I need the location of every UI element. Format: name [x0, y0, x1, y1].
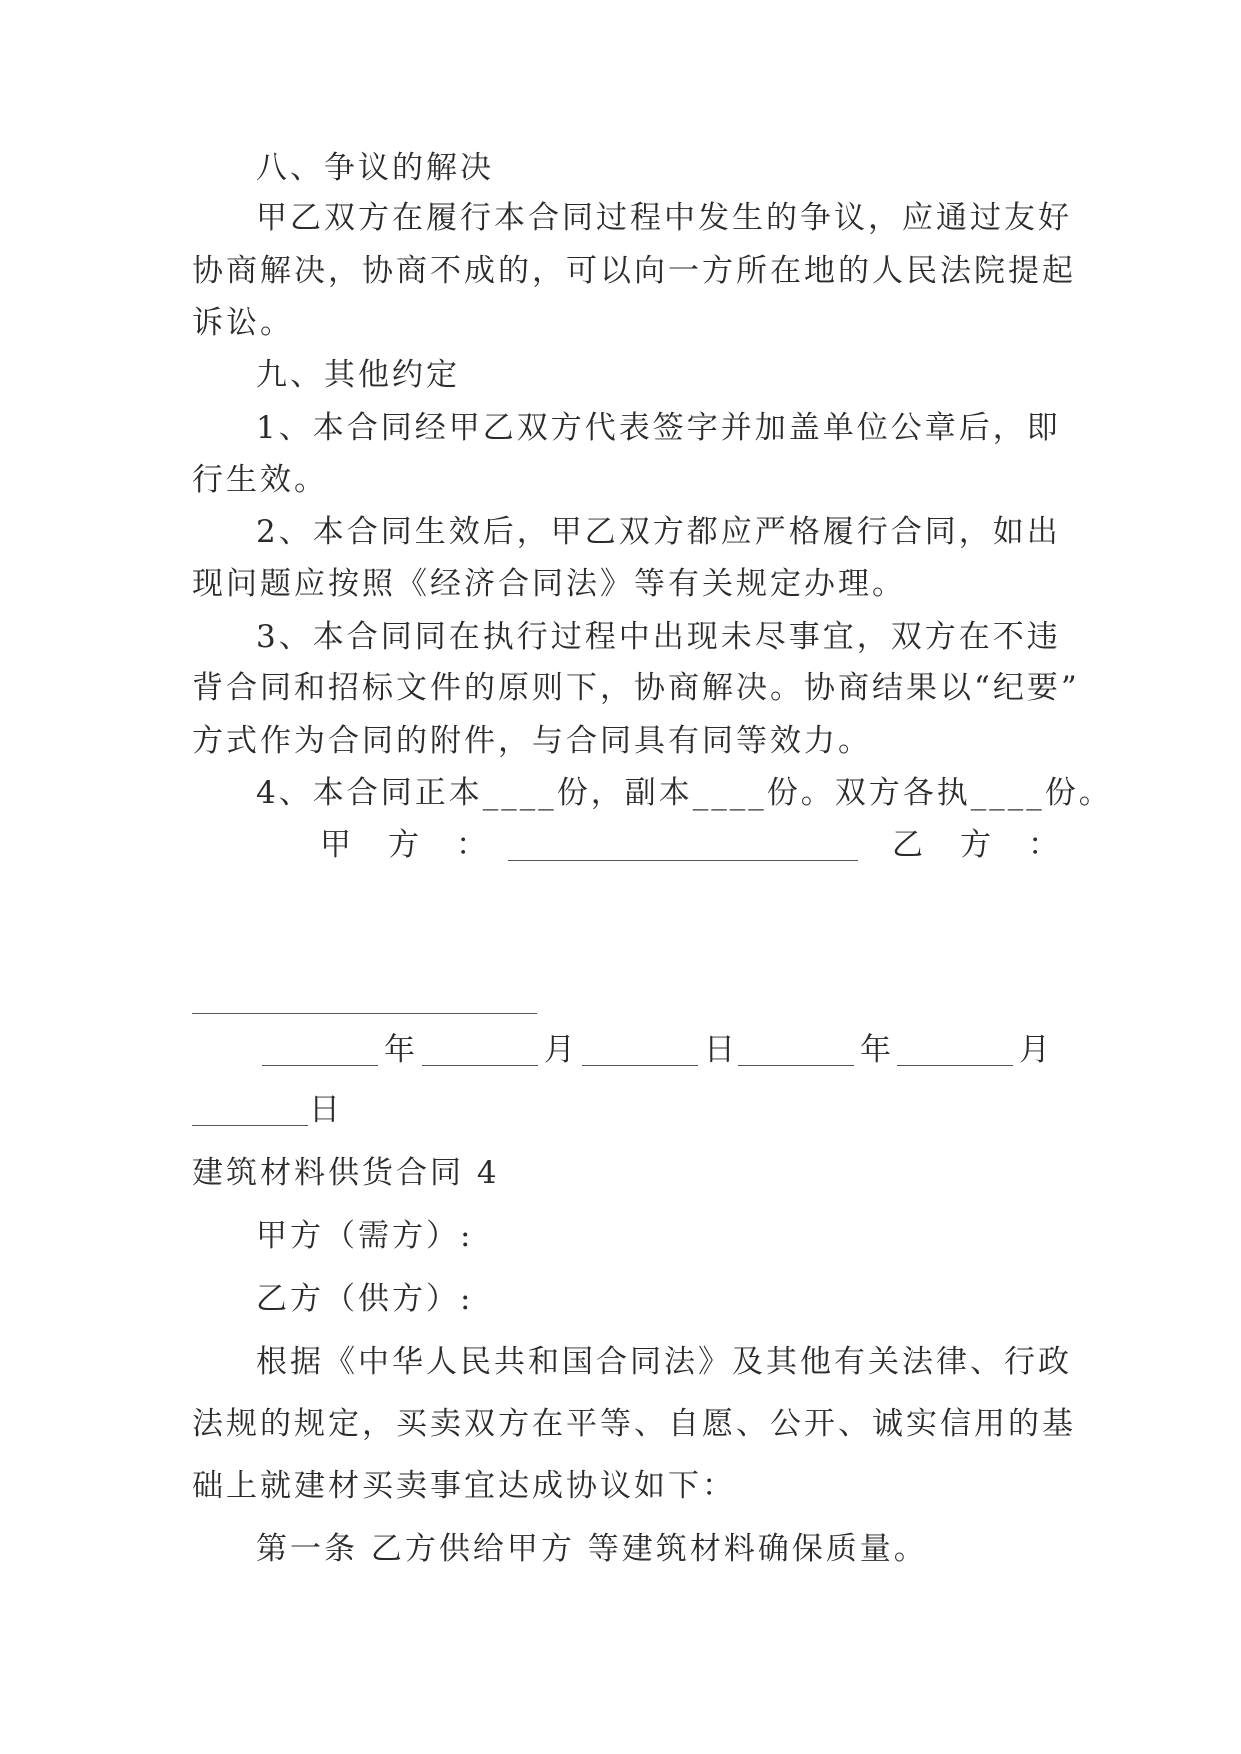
section-8-paragraph-line-2: 协商解决，协商不成的，可以向一方所在地的人民法院提起: [192, 253, 1076, 289]
contract-4-intro-line-1: 根据《中华人民共和国合同法》及其他有关法律、行政: [256, 1344, 1072, 1380]
party-a-blank: [508, 860, 858, 861]
item-2-line-1: 2、本合同生效后，甲乙双方都应严格履行合同，如出: [256, 514, 1061, 550]
signature-parties-row: [0, 825, 1241, 865]
contract-4-party-a: 甲方（需方）:: [256, 1218, 474, 1254]
signature-day-row: [0, 1090, 1241, 1130]
item-1-line-1: 1、本合同经甲乙双方代表签字并加盖单位公章后，即: [256, 410, 1061, 446]
section-8-paragraph-line-1: 甲乙双方在履行本合同过程中发生的争议，应通过友好: [256, 200, 1072, 236]
item-3-line-3: 方式作为合同的附件，与合同具有同等效力。: [192, 723, 872, 759]
party-a-day-label: 日: [704, 1032, 738, 1068]
party-b-month-blank: [897, 1065, 1013, 1066]
party-b-label: 乙 方 ：: [892, 827, 1062, 863]
item-2-line-2: 现问题应按照《经济合同法》等有关规定办理。: [192, 566, 906, 602]
party-a-year-label: 年: [384, 1032, 418, 1068]
item-3-line-2: 背合同和招标文件的原则下，协商解决。协商结果以“纪要”: [192, 670, 1080, 706]
party-b-year-label: 年: [860, 1032, 894, 1068]
party-a-year-blank: [262, 1065, 378, 1066]
party-b-day-blank: [192, 1125, 308, 1126]
contract-4-title: 建筑材料供货合同 4: [192, 1155, 500, 1191]
party-a-day-blank: [582, 1065, 698, 1066]
item-4: 4、本合同正本____份，副本____份。双方各执____份。: [256, 775, 1113, 811]
party-b-month-label: 月: [1019, 1032, 1053, 1068]
contract-4-party-b: 乙方（供方）:: [256, 1281, 474, 1317]
party-a-month-label: 月: [544, 1032, 578, 1068]
party-a-month-blank: [422, 1065, 538, 1066]
contract-4-intro-line-3: 础上就建材买卖事宜达成协议如下：: [192, 1468, 736, 1504]
party-b-day-label: 日: [309, 1092, 343, 1128]
contract-4-intro-line-2: 法规的规定，买卖双方在平等、自愿、公开、诚实信用的基: [192, 1406, 1076, 1442]
section-9-heading: 九、其他约定: [256, 357, 460, 393]
item-1-line-2: 行生效。: [192, 462, 328, 498]
signature-date-row: [0, 1030, 1241, 1070]
party-b-blank: [192, 1013, 537, 1014]
section-8-paragraph-line-3: 诉讼。: [192, 305, 294, 341]
party-a-label: 甲 方 ：: [320, 827, 490, 863]
section-8-heading: 八、争议的解决: [256, 150, 494, 186]
contract-4-article-1: 第一条 乙方供给甲方 等建筑材料确保质量。: [256, 1531, 928, 1567]
party-b-year-blank: [738, 1065, 854, 1066]
item-3-line-1: 3、本合同同在执行过程中出现未尽事宜，双方在不违: [256, 619, 1061, 655]
